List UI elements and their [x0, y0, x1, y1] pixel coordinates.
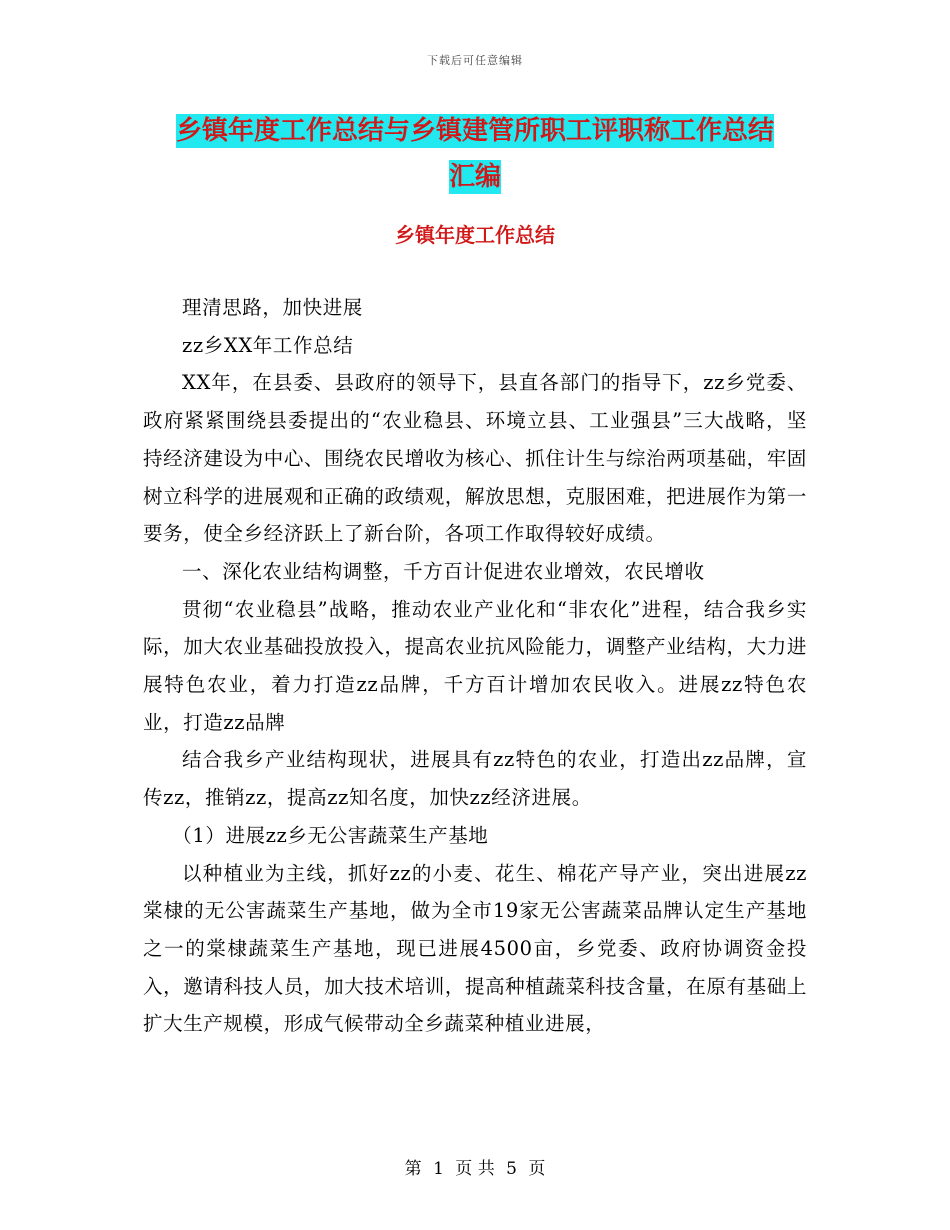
paragraph-strategy: 贯彻“农业稳县”战略，推动农业产业化和“非农化”进程，结合我乡实际，加大农业基础投放投入，提高农业抗风险能力，调整产业结构，大力进展特色农业，着力打造zz品牌，千方百计增加农民收入。进展zz特色农业，打造zz品牌 — [143, 597, 807, 734]
footer-prefix: 第 — [404, 1159, 422, 1179]
paragraph-subheading-1: （1）进展zz乡无公害蔬菜生产基地 — [172, 823, 489, 847]
footer-page-number: 1 — [433, 1159, 444, 1179]
paragraph-brand: 结合我乡产业结构现状，进展具有zz特色的农业，打造出zz品牌，宣传zz，推销zz，提高zz知名度，加快zz经济进展。 — [143, 748, 807, 810]
page-footer — [0, 1154, 950, 1179]
footer-middle: 页 共 — [455, 1159, 495, 1179]
paragraph-subtitle: 理清思路，加快进展 — [182, 296, 363, 319]
document-body — [143, 289, 807, 1043]
footer-suffix: 页 — [528, 1159, 546, 1179]
footer-page-total: 5 — [506, 1159, 517, 1179]
document-title-line-1: 乡镇年度工作总结与乡镇建管所职工评职称工作总结 — [175, 116, 774, 146]
paragraph-report-name: zz乡XX年工作总结 — [182, 333, 354, 357]
paragraph-intro: XX年，在县委、县政府的领导下，县直各部门的指导下，zz乡党委、政府紧紧围绕县委提出的“农业稳县、环境立县、工业强县”三大战略，坚持经济建设为中心、围绕农民增收为核心、抓住计生与综治两项基础，牢固树立科学的进展观和正确的政绩观，解放思想，克服困难，把进展作为第一要务，使全乡经济跃上了新台阶，各项工作取得较好成绩。 — [143, 371, 807, 546]
paragraph-heading-1: 一、深化农业结构调整，千方百计促进农业增效，农民增收 — [182, 559, 705, 583]
paragraph-vegetable-base: 以种植业为主线，抓好zz的小麦、花生、棉花产导产业，突出进展zz棠棣的无公害蔬菜生产基地，做为全市19家无公害蔬菜品牌认定生产基地之一的棠棣蔬菜生产基地，现已进展4500亩，乡党委、政府协调资金投入，邀请科技人员，加大技术培训，提高种植蔬菜科技含量，在原有基础上扩大生产规模，形成气候带动全乡蔬菜种植业进展， — [143, 861, 807, 1036]
document-title-line-2: 汇编 — [448, 162, 501, 192]
section-title: 乡镇年度工作总结 — [395, 223, 555, 247]
document-title — [120, 108, 830, 200]
page-header-note: 下载后可任意编辑 — [427, 54, 523, 67]
